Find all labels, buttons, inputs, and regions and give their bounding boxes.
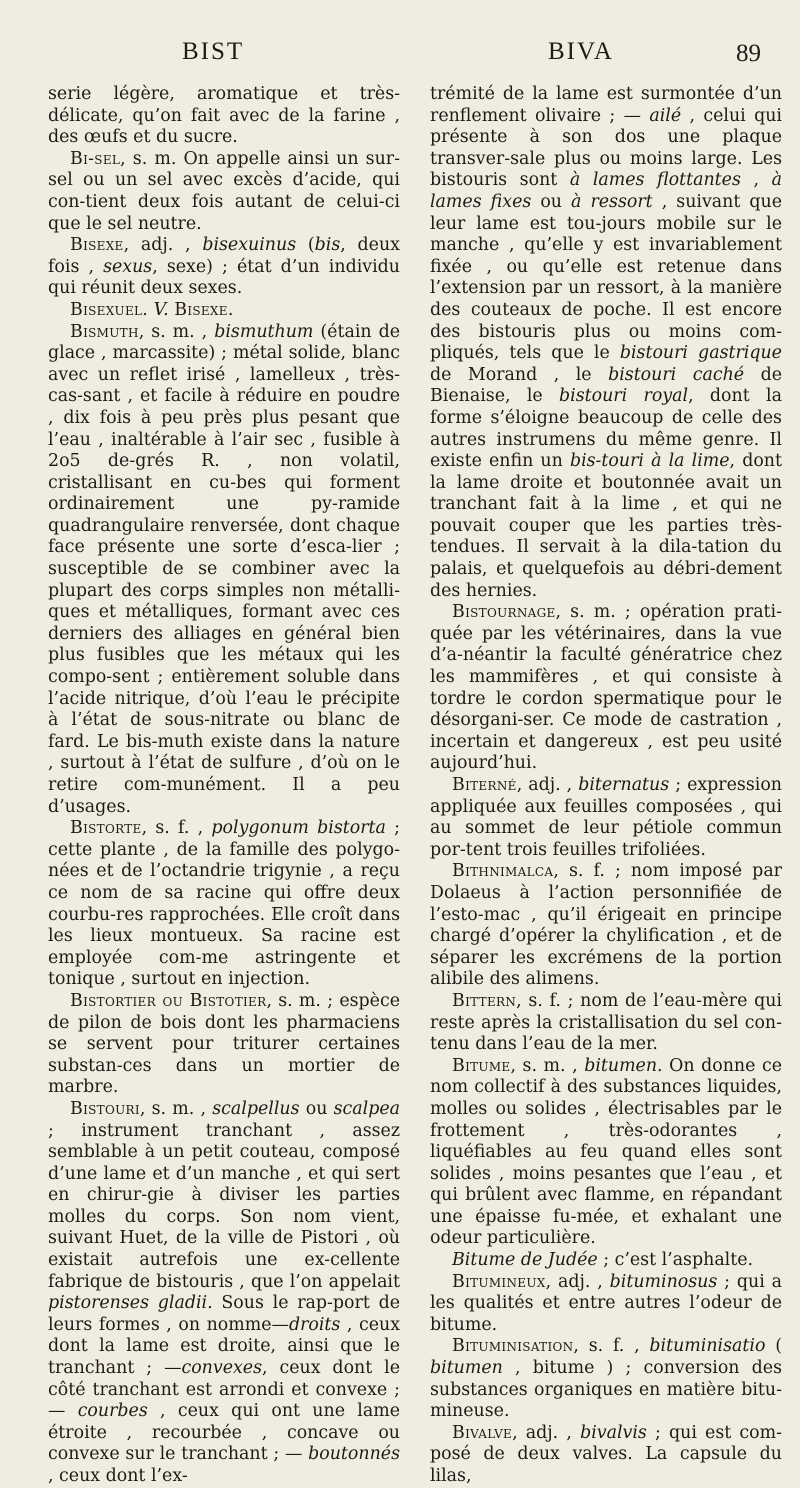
headword: Bistouri <box>70 1098 140 1119</box>
entry-bistournage: Bistournage, s. m. ; opération prati-quée par les vétérinaires, dans la vue d’a-néantir la faculté génératrice chez les mammifères , et qui consiste à tordre le cordon spermatique pour le désorgani-ser. Ce mode de castration , incertain et dangereux , est peu usité aujourd’hui. <box>430 602 782 774</box>
headword: Bituminisation <box>452 1336 574 1357</box>
entry-bituminisation: Bituminisation, s. f. , bituminisatio ( bitumen , bitume ) ; conversion des substances organiques en matière bitu-mineuse. <box>430 1336 782 1422</box>
header-left-guideword: BIST <box>182 38 245 65</box>
headword: Bithnimalca <box>452 861 554 882</box>
headword: Bivalve <box>452 1422 513 1443</box>
entry-bitumineux: Bitumineux, adj. , bituminosus ; qui a les qualités et entre autres l’odeur de bitume. <box>430 1271 782 1335</box>
headword: Bitume <box>452 1055 511 1076</box>
running-header <box>0 38 800 68</box>
entry-continuation: serie légère, aromatique et très-délicate, qu’on fait avec de la farine , des œufs et du sucre. <box>48 84 400 148</box>
header-right-guideword: BIVA <box>548 38 614 65</box>
headword: Bistortier ou Bistotier <box>70 990 267 1011</box>
right-column <box>430 84 782 1488</box>
entry-bistouri: Bistouri, s. m. , scalpellus ou scalpea ; instrument tranchant , assez semblable à un petit couteau, composé d’une lame et d’un manche , et qui sert en chirur-gie à diviser les parties molles du corps. Son nom vient, suivant Huet, de la ville de Pistori , où existait autrefois une ex-cellente fabrique de bistouris , que l’on appelait pistorenses gladii. Sous le rap-port de leurs formes , on nomme—droits , ceux dont la lame est droite, ainsi que le tranchant ; —convexes, ceux dont le côté tranchant est arrondi et convexe ; — courbes , ceux qui ont une lame étroite , recourbée , concave ou convexe sur le tranchant ; — boutonnés , ceux dont l’ex- <box>48 1098 400 1486</box>
page-number: 89 <box>736 40 761 67</box>
headword: Bitume de Judée <box>452 1250 598 1271</box>
entry-bittern: Bittern, s. f. ; nom de l’eau-mère qui reste après la cristallisation du sel con-tenu dans l’eau de la mer. <box>430 990 782 1055</box>
entry-bitume: Bitume, s. m. , bitumen. On donne ce nom collectif à des substances liquides, molles ou solides , électrisables par le frottement , très-odorantes , liquéfiables au feu quand elles sont solides , moins pesantes que l’eau , et qui brûlent avec flamme, en répandant une épaisse fu-mée, et exhalant une odeur particulière. <box>430 1055 783 1249</box>
headword: Bistorte <box>70 818 142 839</box>
left-column <box>48 84 400 1488</box>
headword: Bittern <box>452 990 517 1011</box>
entry-bitume-de-judee: Bitume de Judée ; c’est l’asphalte. <box>452 1250 754 1271</box>
entry-bi-sel: Bi-sel, s. m. On appelle ainsi un sur-sel ou un sel avec excès d’acide, qui con-tient deux fois autant de celui-ci que le sel neutre. <box>48 148 400 234</box>
entry-bismuth: Bismuth, s. m. , bismuthum (étain de glace , marcassite) ; métal solide, blanc avec un reflet irisé , lamelleux , très-cas-sant , et facile à réduire en poudre , dix fois à peu près plus pesant que l’eau , inaltérable à l’air sec , fusible à 2o5 de-grés R. , non volatil, cristallisant en cu-bes qui forment ordinairement une py-ramide quadrangulaire renversée, dont chaque face présente une sorte d’esca-lier ; susceptible de se combiner avec la plupart des corps simples non métalli-ques et métalliques, formant avec ces derniers des alliages en général bien plus fusibles que les métaux qui les compo-sent ; entièrement soluble dans l’acide nitrique, d’où l’eau le précipite à l’état de sous-nitrate ou blanc de fard. Le bis-muth existe dans la nature , surtout à l’état de sulfure , d’où on le retire com-munément. Il a peu d’usages. <box>48 321 400 817</box>
entry-bivalve: Bivalve, adj. , bivalvis ; qui est com-posé de deux valves. La capsule du lilas, <box>430 1422 782 1486</box>
headword: Biterné <box>452 775 517 795</box>
entry-bithnimalca: Bithnimalca, s. f. ; nom imposé par Dolaeus à l’action personnifiée de l’esto-mac , qu’il érigeait en principe chargé d’opérer la chylification , et de séparer les excrémens de la portion alibile des alimens. <box>430 861 782 990</box>
headword: Bisexe <box>70 235 124 256</box>
entry-bisexe: Bisexe, adj. , bisexuinus (bis, deux fois , sexus, sexe) ; état d’un individu qui réunit deux sexes. <box>48 235 400 299</box>
headword: Bistournage <box>452 602 556 623</box>
entry-bistortier: Bistortier ou Bistotier, s. m. ; espèce de pilon de bois dont les pharmaciens se servent pour triturer certaines substan-ces dans un mortier de marbre. <box>48 990 400 1098</box>
headword: Bismuth <box>70 321 139 342</box>
headword: Bi-sel <box>70 148 121 169</box>
entry-bistorte: Bistorte, s. f. , polygonum bistorta ; cette plante , de la famille des polygo-nées et de l’octandrie trigynie , a reçu ce nom de sa racine qui offre deux courbu-res rapprochées. Elle croît dans les lieux montueux. Sa racine est employée com-me astringente et tonique , surtout en injection. <box>48 818 401 990</box>
entry-continuation: trémité de la lame est surmontée d’un renflement olivaire ; — ailé , celui qui présente à son dos une plaque transver-sale plus ou moins large. Les bistouris sont à lames flottantes , à lames fixes ou à ressort , suivant que leur lame est tou-jours mobile sur le manche , qu’elle y est invariablement fixée , ou qu’elle est retenue dans l’extension par un ressort, à la manière des couteaux de poche. Il est encore des bistouris plus ou moins com-pliqués, tels que le bistouri gastrique de Morand , le bistouri caché de Bienaise, le bistouri royal, dont la forme s’éloigne beaucoup de celle des autres instrumens du même genre. Il existe enfin un bis-touri à la lime, dont la lame droite et boutonnée avait un tranchant fait à la lime , et qui ne pouvait couper que les parties très-tendues. Il servait à la dila-tation du palais, et quelquefois au débri-dement des hernies. <box>430 84 783 601</box>
entry-biterne: Biterné, adj. , biternatus ; expression appliquée aux feuilles composées , qui au sommet de leur pétiole commun por-tent trois feuilles trifoliées. <box>430 775 782 860</box>
headword: Bisexuel. <box>70 299 149 320</box>
entry-bisexuel: Bisexuel. V. Bisexe. <box>70 299 234 320</box>
headword: Bitumineux <box>452 1271 546 1292</box>
